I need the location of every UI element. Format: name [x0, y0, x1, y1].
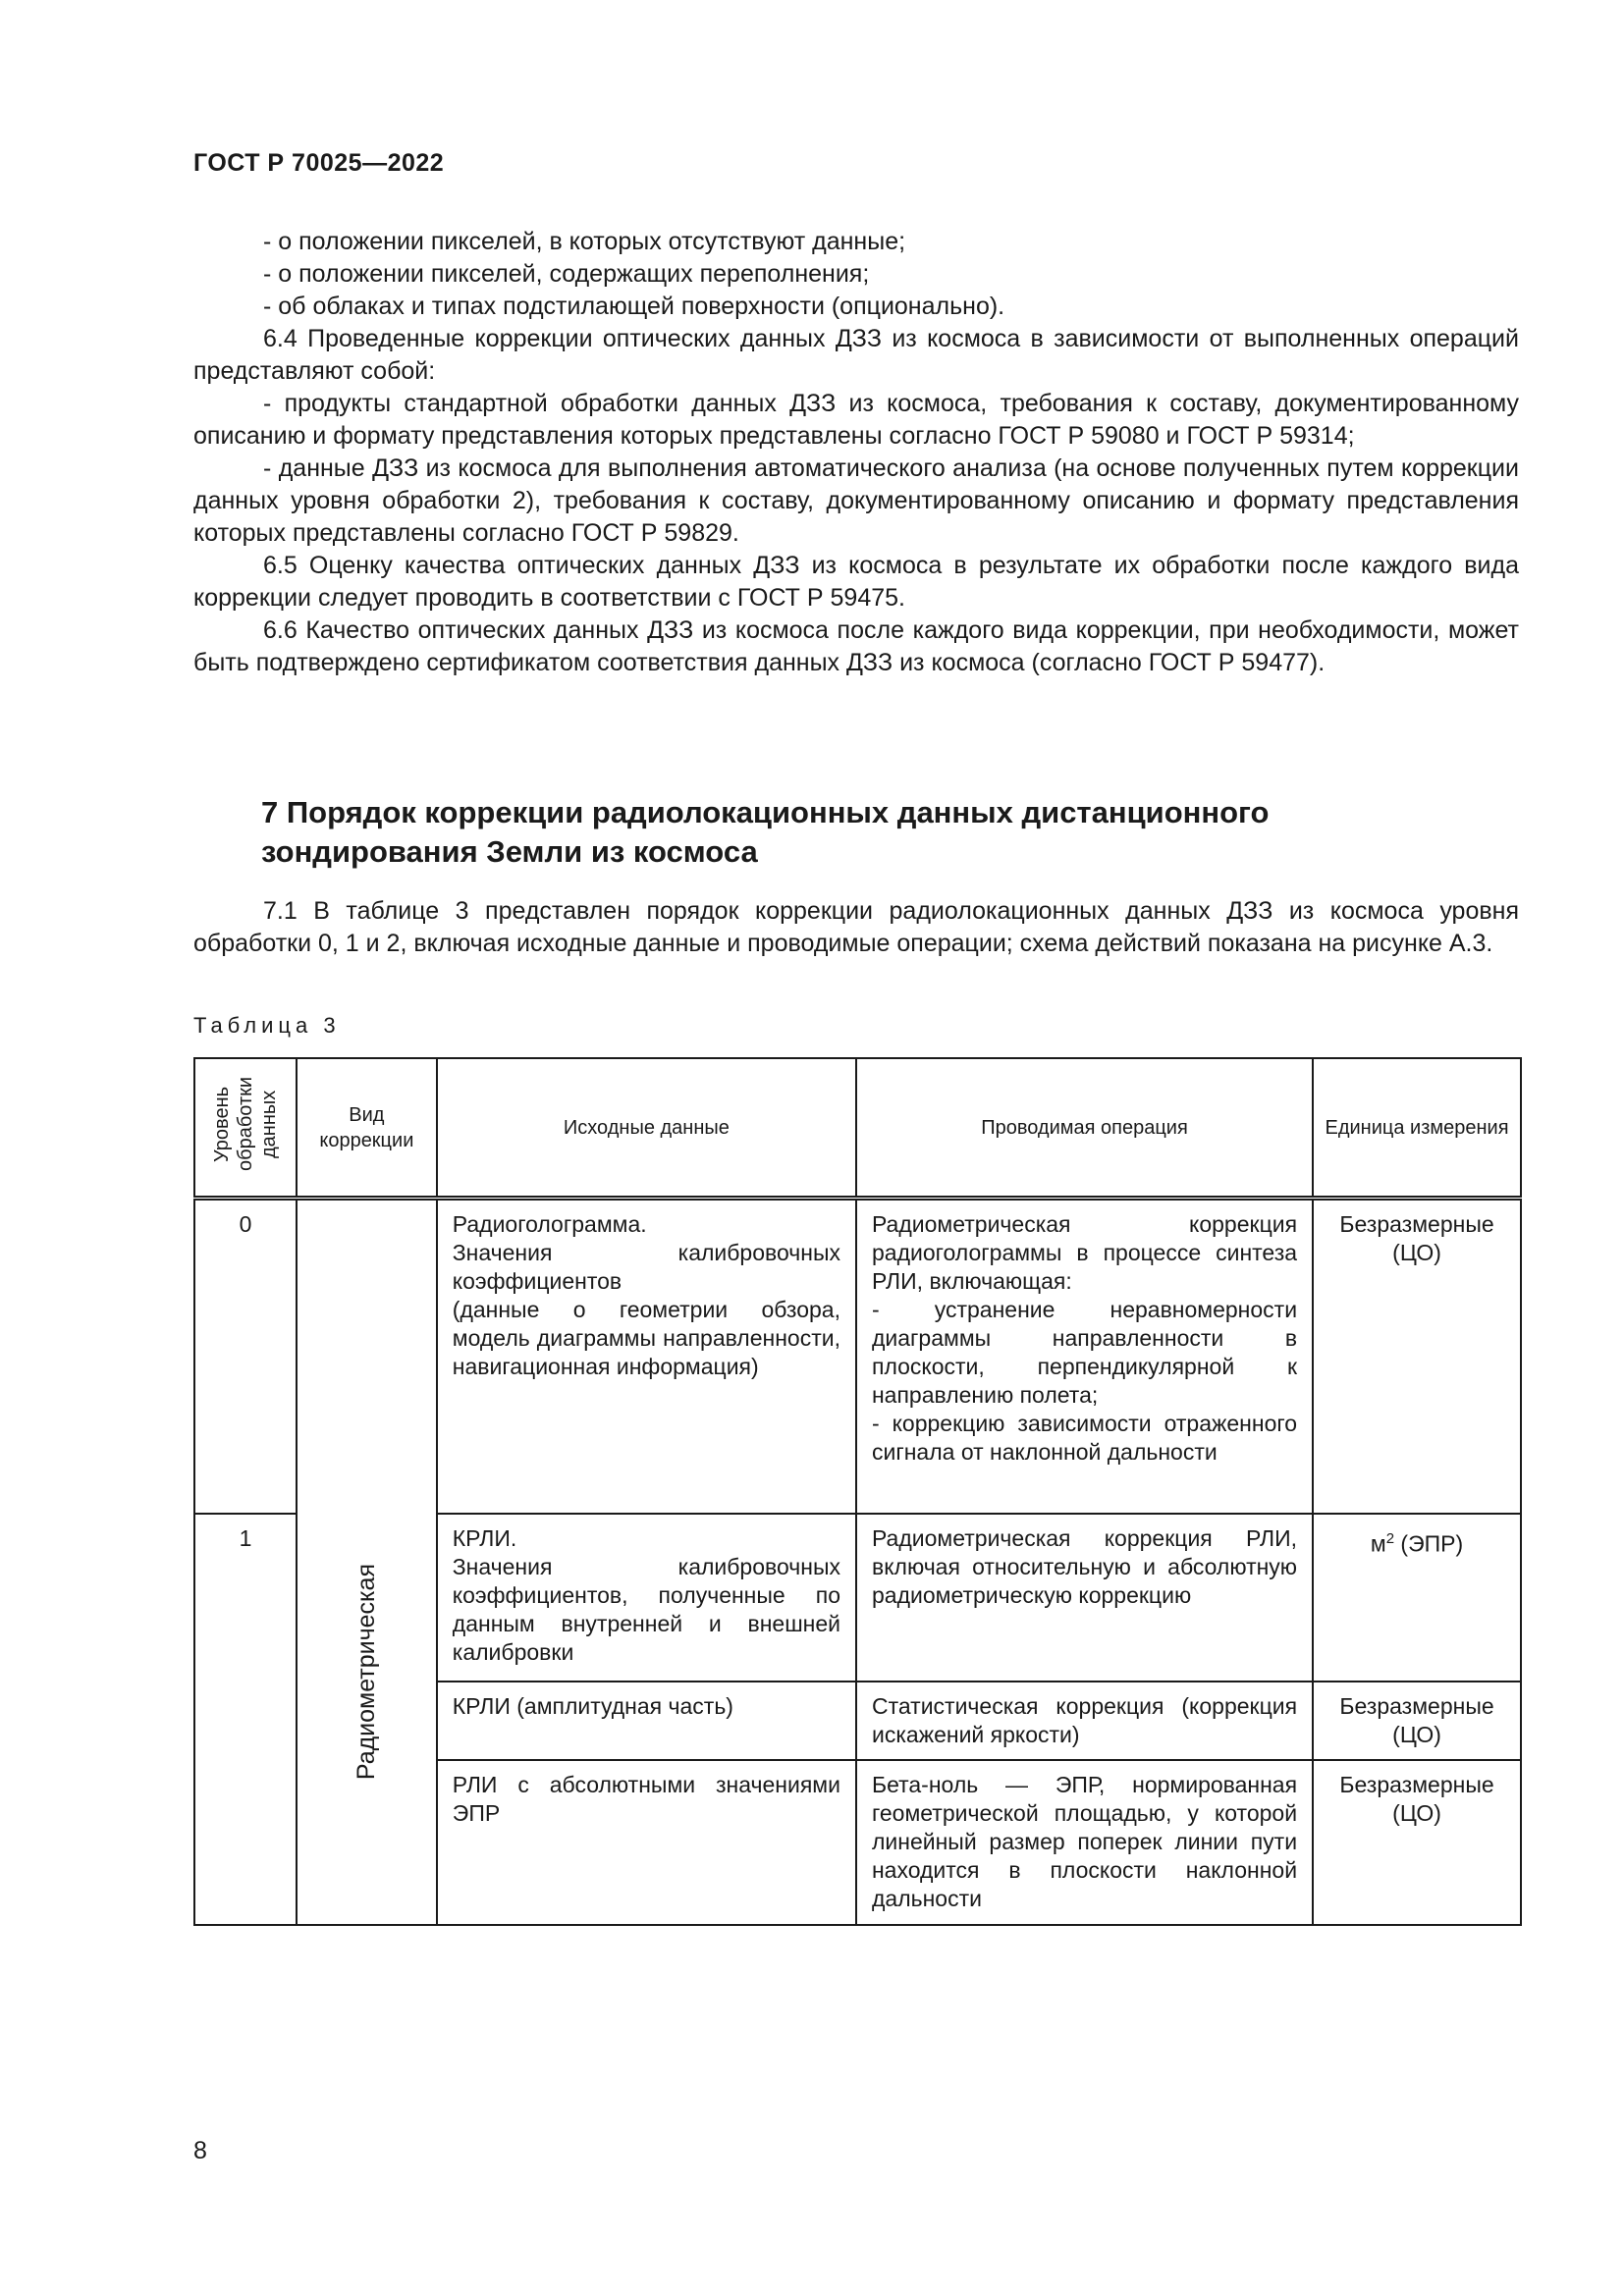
table-header-row	[194, 1058, 1521, 1199]
paragraph: - о положении пикселей, содержащих переполнения;	[263, 260, 870, 288]
page-number: 8	[193, 2137, 207, 2164]
paragraph: - продукты стандартной обработки данных ДЗЗ из космоса, требования к составу, документированному описанию и формату представления которых представлены согласно ГОСТ Р 59080 и ГОСТ Р 59314;	[193, 390, 1519, 450]
paragraph: - о положении пикселей, в которых отсутствуют данные;	[263, 228, 906, 255]
cell-input: КРЛИ (амплитудная часть)	[437, 1682, 856, 1760]
body-text	[193, 226, 1519, 679]
cell-operation: Радиометрическая коррекция радиоголограммы в процессе синтеза РЛИ, включающая: - устранение неравномерности диаграммы направленности в плоскости, перпендикулярной к направлению полета; - коррекцию зависимости отраженного сигнала от наклонной дальности	[856, 1199, 1313, 1514]
section-title: 7 Порядок коррекции радиолокационных данных дистанционного зондирования Земли из космоса	[261, 795, 1270, 869]
paragraph: - данные ДЗЗ из космоса для выполнения автоматического анализа (на основе полученных путем коррекции данных уровня обработки 2), требования к составу, документированному описанию и формату представления которых представлены согласно ГОСТ Р 59829.	[193, 454, 1519, 547]
cell-unit: $м^2$ (ЭПР)	[1313, 1514, 1521, 1682]
cell-operation: Статистическая коррекция (коррекция искажений яркости)	[856, 1682, 1313, 1760]
header-unit: Единица измерения	[1313, 1058, 1521, 1199]
cell-level: 0	[194, 1199, 297, 1514]
cell-input: Радиоголограмма. Значения калибровочных коэффициентов (данные о геометрии обзора, модель диаграммы направленности, навигационная информация)	[437, 1199, 856, 1514]
paragraph: 7.1 В таблице 3 представлен порядок коррекции радиолокационных данных ДЗЗ из космоса уровня обработки 0, 1 и 2, включая исходные данные и проводимые операции; схема действий показана на рисунке А.3.	[193, 897, 1519, 957]
doc-header: ГОСТ Р 70025—2022	[193, 149, 445, 177]
header-level: Уровень обработки данных	[194, 1058, 297, 1199]
paragraph: - об облаках и типах подстилающей поверхности (опционально).	[263, 293, 1005, 320]
cell-operation: Бета-ноль — ЭПР, нормированная геометрической площадью, у которой линейный размер поперек линии пути находится в плоскости наклонной дальности	[856, 1760, 1313, 1925]
paragraph: 6.6 Качество оптических данных ДЗЗ из космоса после каждого вида коррекции, при необходимости, может быть подтверждено сертификатом соответствия данных ДЗЗ из космоса (согласно ГОСТ Р 59477).	[193, 616, 1519, 676]
header-operation: Проводимая операция	[856, 1058, 1313, 1199]
table-row	[194, 1199, 1521, 1514]
header-type: Вид коррекции	[297, 1058, 437, 1199]
data-table	[193, 1057, 1522, 1926]
header-input: Исходные данные	[437, 1058, 856, 1199]
cell-unit: Безразмерные (ЦО)	[1313, 1760, 1521, 1925]
cell-unit: Безразмерные (ЦО)	[1313, 1682, 1521, 1760]
cell-operation: Радиометрическая коррекция РЛИ, включая относительную и абсолютную радиометрическую коррекцию	[856, 1514, 1313, 1682]
table-caption: Таблица 3	[193, 1013, 341, 1038]
cell-input: РЛИ с абсолютными значениями ЭПР	[437, 1760, 856, 1925]
section-intro	[193, 895, 1519, 960]
cell-correction-type: Радиометрическая	[297, 1199, 437, 1925]
cell-input: КРЛИ. Значения калибровочных коэффициентов, полученные по данным внутренней и внешней калибровки	[437, 1514, 856, 1682]
paragraph: 6.4 Проведенные коррекции оптических данных ДЗЗ из космоса в зависимости от выполненных операций представляют собой:	[193, 325, 1519, 385]
cell-level: 1	[194, 1514, 297, 1925]
paragraph: 6.5 Оценку качества оптических данных ДЗЗ из космоса в результате их обработки после каждого вида коррекции следует проводить в соответствии с ГОСТ Р 59475.	[193, 552, 1519, 612]
cell-unit: Безразмерные (ЦО)	[1313, 1199, 1521, 1514]
